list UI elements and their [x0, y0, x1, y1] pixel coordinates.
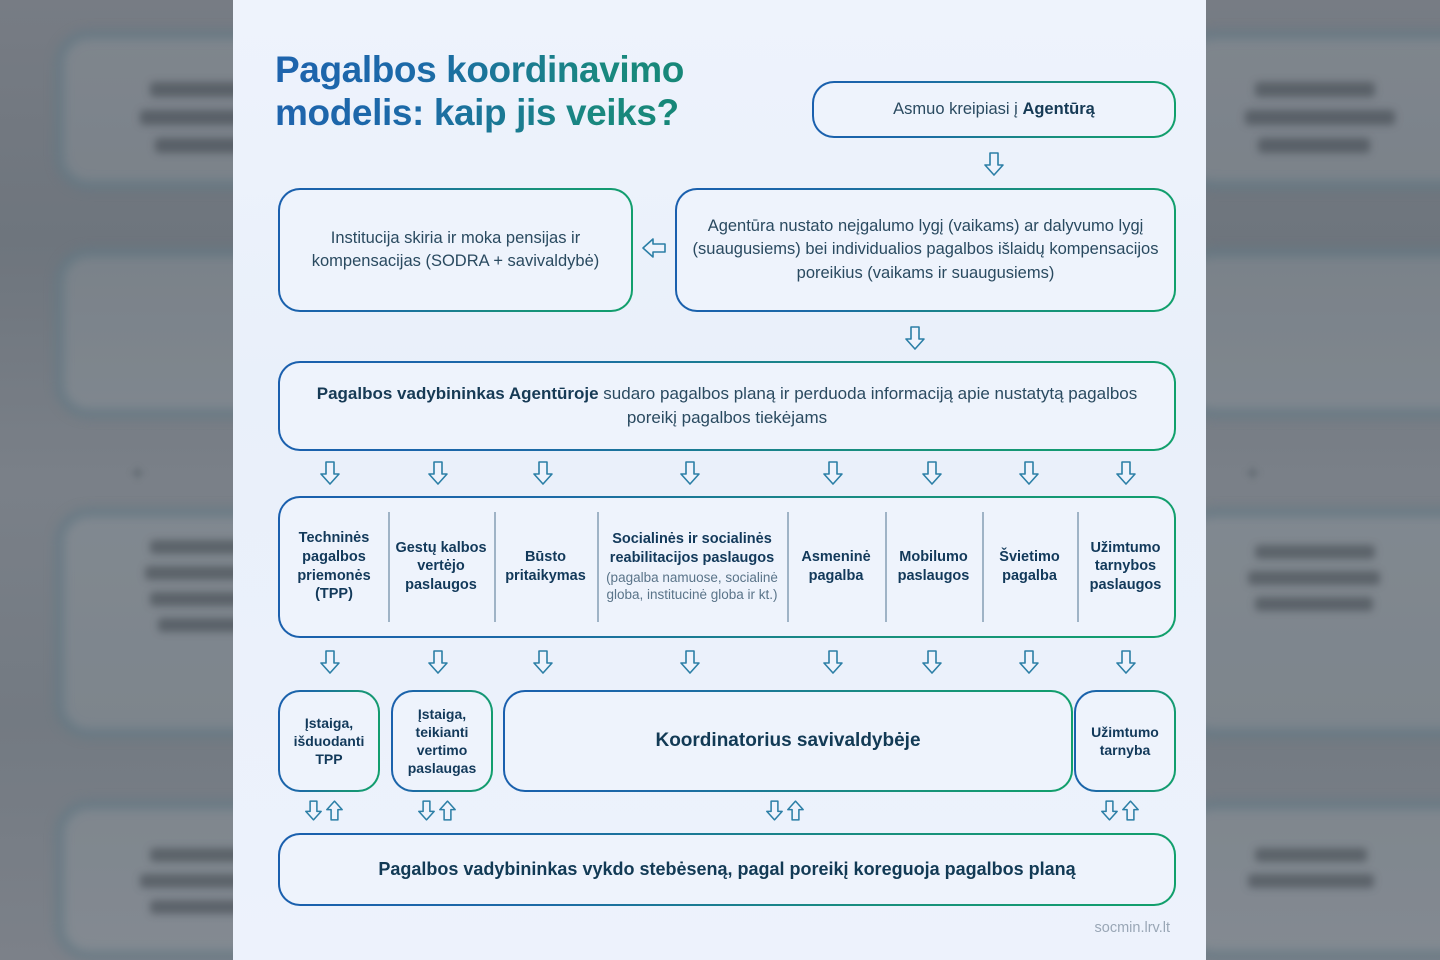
infographic-panel [233, 0, 1206, 960]
footer-url[interactable]: socmin.lrv.lt [1094, 920, 1170, 936]
arrow-down-icon [1019, 461, 1039, 485]
node-coordinator-text: Koordinatorius savivaldybėje [655, 729, 921, 751]
node-monitoring-text: Pagalbos vadybininkas vykdo stebėseną, pagal poreikį koreguoja pagalbos planą [378, 858, 1076, 879]
arrow-down-icon [1116, 461, 1136, 485]
arrow-up-icon [1122, 800, 1139, 821]
arrow-down-icon [922, 461, 942, 485]
service-title: Socialinės ir socialinės reabilitacijos paslaugos [609, 531, 775, 566]
service-item[interactable] [280, 498, 388, 636]
arrow-down-icon [428, 650, 448, 674]
service-title: Būsto pritaikymas [505, 548, 586, 584]
service-item[interactable] [494, 498, 597, 636]
service-title: Švietimo pagalba [999, 548, 1060, 584]
service-title: Techninės pagalbos priemonės (TPP) [297, 530, 371, 603]
node-entry-text: Asmuo kreipiasi į Agentūrą [893, 99, 1095, 118]
node-provider-tpp [278, 690, 380, 792]
background-plus-icon: + [1245, 458, 1261, 488]
node-entry [812, 81, 1176, 138]
arrow-down-icon [766, 800, 783, 821]
arrow-down-icon [823, 461, 843, 485]
service-title: Mobilumo paslaugos [897, 548, 970, 584]
arrow-down-icon [1019, 650, 1039, 674]
arrow-down-icon [428, 461, 448, 485]
service-title: Gestų kalbos vertėjo paslaugos [395, 539, 487, 593]
node-monitoring [278, 833, 1176, 906]
arrow-down-icon [984, 152, 1004, 176]
node-coordinator [503, 690, 1073, 792]
arrow-down-icon [823, 650, 843, 674]
service-item[interactable] [787, 498, 885, 636]
arrow-down-icon [1101, 800, 1118, 821]
provider-label: Įstaiga, išduodanti TPP [293, 714, 365, 768]
node-institution-text: Institucija skiria ir moka pensijas ir kompensacijas (SODRA + savivaldybė) [311, 228, 600, 270]
node-manager [278, 361, 1176, 451]
background-text-line [1255, 597, 1373, 611]
service-title: Asmeninė pagalba [801, 548, 871, 584]
arrow-up-icon [326, 800, 343, 821]
background-text-line [1255, 82, 1375, 97]
background-text-line [1248, 874, 1374, 888]
background-text-line [1255, 545, 1375, 559]
arrow-down-icon [922, 650, 942, 674]
page-title: Pagalbos koordinavimo modelis: kaip jis veiks? [275, 48, 795, 135]
service-item[interactable] [982, 498, 1077, 636]
background-text-line [1248, 571, 1380, 585]
arrow-down-icon [905, 326, 925, 350]
service-subtitle: (pagalba namuose, socialinė globa, institucinė globa ir kt.) [606, 569, 778, 603]
provider-label: Užimtumo tarnyba [1091, 723, 1159, 758]
arrow-down-icon [1116, 650, 1136, 674]
arrow-down-icon [418, 800, 435, 821]
arrow-down-icon [320, 650, 340, 674]
service-item[interactable] [1077, 498, 1174, 636]
background-plus-icon: + [130, 458, 146, 488]
arrow-down-icon [533, 650, 553, 674]
services-strip [278, 496, 1176, 638]
arrow-down-icon [320, 461, 340, 485]
arrow-down-icon [533, 461, 553, 485]
service-item[interactable] [885, 498, 982, 636]
node-manager-text: Pagalbos vadybininkas Agentūroje sudaro pagalbos planą ir perduoda informaciją apie nustatytą pagalbos poreikį pagalbos tiekėjams [316, 383, 1138, 427]
arrow-up-icon [787, 800, 804, 821]
node-provider-translation [391, 690, 493, 792]
background-text-line [1245, 110, 1395, 125]
arrow-down-icon [305, 800, 322, 821]
background-card [1180, 248, 1440, 418]
background-text-line [1258, 138, 1370, 153]
service-item[interactable] [388, 498, 494, 636]
arrow-down-icon [680, 461, 700, 485]
node-agency-text: Agentūra nustato neįgalumo lygį (vaikams) ar dalyvumo lygį (suaugusiems) bei individualios pagalbos išlaidų kompensacijos poreikius (vaikams ir suaugusiems) [692, 216, 1159, 282]
node-agency [675, 188, 1176, 312]
background-text-line [1255, 848, 1367, 862]
arrow-up-icon [439, 800, 456, 821]
background-card [1180, 508, 1440, 738]
service-title: Užimtumo tarnybos paslaugos [1089, 539, 1162, 593]
node-institution [278, 188, 633, 312]
provider-label: Įstaiga, teikianti vertimo paslaugas [407, 705, 477, 777]
service-item[interactable] [597, 498, 787, 636]
node-provider-employment [1074, 690, 1176, 792]
arrow-left-icon [642, 238, 666, 258]
arrow-down-icon [680, 650, 700, 674]
